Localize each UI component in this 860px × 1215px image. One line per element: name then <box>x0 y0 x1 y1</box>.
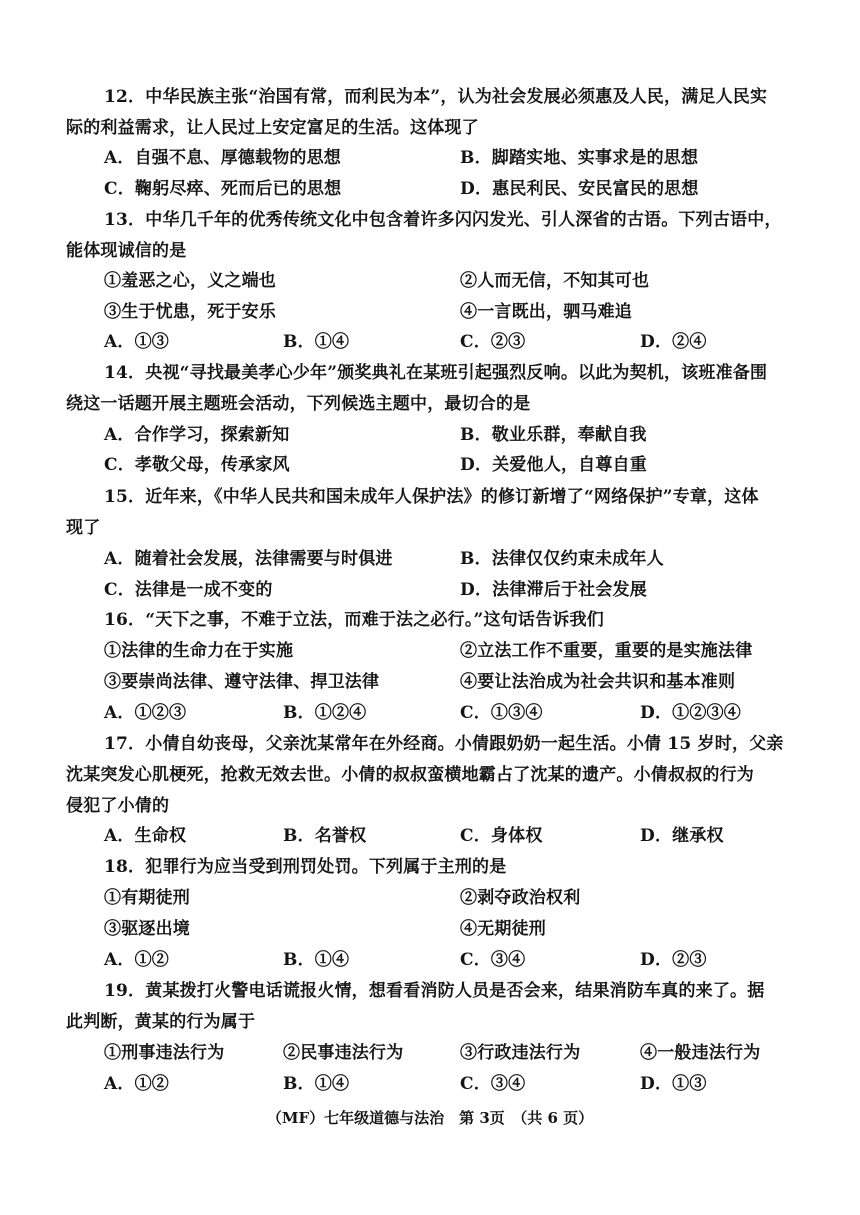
q12-option-b: B．脚踏实地、实事求是的思想 <box>460 148 699 168</box>
q12-stem-line-1: 12．中华民族主张“治国有常，而利民为本”，认为社会发展必须惠及人民，满足人民实 <box>104 87 768 107</box>
q17-stem-line-3: 侵犯了小倩的 <box>66 796 170 816</box>
q16-option-a: A．①②③ <box>104 703 187 723</box>
q14-option-c: C．孝敬父母，传承家风 <box>104 455 290 475</box>
q13-stem-line-1: 13．中华几千年的优秀传统文化中包含着许多闪闪发光、引人深省的古语。下列古语中， <box>104 210 782 230</box>
q16-option-b: B．①②④ <box>283 703 367 723</box>
q17-option-c: C．身体权 <box>460 826 543 846</box>
q19-option-b: B．①④ <box>283 1074 350 1094</box>
q12-option-c: C．鞠躬尽瘁、死而后已的思想 <box>104 179 342 199</box>
q19-statement-4: ④一般违法行为 <box>640 1043 761 1063</box>
q13-option-c: C．②③ <box>460 332 526 352</box>
q14-stem-line-1: 14．央视“寻找最美孝心少年”颁奖典礼在某班引起强烈反响。以此为契机，该班准备围 <box>104 363 768 383</box>
q19-option-a: A．①② <box>104 1074 169 1094</box>
q18-option-a: A．①② <box>104 950 169 970</box>
q16-stem-line-1: 16．“天下之事，不难于立法，而难于法之必行。”这句话告诉我们 <box>104 610 604 630</box>
q18-option-d: D．②③ <box>640 950 707 970</box>
q13-option-d: D．②④ <box>640 332 707 352</box>
q13-statement-4: ④一言既出，驷马难追 <box>460 302 632 322</box>
page-footer: （MF）七年级道德与法治 第 3页 （共 6 页） <box>266 1109 594 1127</box>
q19-statement-2: ②民事违法行为 <box>283 1043 404 1063</box>
q13-statement-3: ③生于忧患，死于安乐 <box>104 302 276 322</box>
q17-stem-line-2: 沈某突发心肌梗死，抢救无效去世。小倩的叔叔蛮横地霸占了沈某的遗产。小倩叔叔的行为 <box>66 765 754 785</box>
q13-option-b: B．①④ <box>283 332 350 352</box>
q16-statement-4: ④要让法治成为社会共识和基本准则 <box>460 672 736 692</box>
q18-statement-3: ③驱逐出境 <box>104 919 190 939</box>
q14-option-d: D．关爱他人，自尊自重 <box>460 455 647 475</box>
q13-stem-line-2: 能体现诚信的是 <box>66 241 187 261</box>
q12-stem-line-2: 际的利益需求，让人民过上安定富足的生活。这体现了 <box>66 118 479 138</box>
q18-stem-line-1: 18．犯罪行为应当受到刑罚处罚。下列属于主刑的是 <box>104 857 507 877</box>
q19-stem-line-2: 此判断，黄某的行为属于 <box>66 1012 256 1032</box>
q12-option-d: D．惠民利民、安民富民的思想 <box>460 179 699 199</box>
q17-option-a: A．生命权 <box>104 826 187 846</box>
q17-option-d: D．继承权 <box>640 826 724 846</box>
q14-option-b: B．敬业乐群，奉献自我 <box>460 425 647 445</box>
q17-stem-line-1: 17．小倩自幼丧母，父亲沈某常年在外经商。小倩跟奶奶一起生活。小倩 15 岁时，父亲 <box>104 734 784 754</box>
q17-option-b: B．名誉权 <box>283 826 367 846</box>
q15-option-b: B．法律仅仅约束未成年人 <box>460 549 664 569</box>
q13-statement-2: ②人而无信，不知其可也 <box>460 271 650 291</box>
q19-option-c: C．③④ <box>460 1074 526 1094</box>
q16-option-d: D．①②③④ <box>640 703 741 723</box>
q18-statement-4: ④无期徒刑 <box>460 919 546 939</box>
q19-option-d: D．①③ <box>640 1074 707 1094</box>
q13-option-a: A．①③ <box>104 332 169 352</box>
q12-option-a: A．自强不息、厚德载物的思想 <box>104 148 341 168</box>
q18-statement-2: ②剥夺政治权利 <box>460 888 581 908</box>
q16-statement-3: ③要崇尚法律、遵守法律、捍卫法律 <box>104 672 380 692</box>
q18-option-b: B．①④ <box>283 950 350 970</box>
q18-option-c: C．③④ <box>460 950 526 970</box>
q19-statement-3: ③行政违法行为 <box>460 1043 581 1063</box>
q15-stem-line-2: 现了 <box>66 518 101 538</box>
q15-option-c: C．法律是一成不变的 <box>104 580 273 600</box>
q16-statement-2: ②立法工作不重要，重要的是实施法律 <box>460 641 753 661</box>
q16-option-c: C．①③④ <box>460 703 543 723</box>
q15-stem-line-1: 15．近年来，《中华人民共和国未成年人保护法》的修订新增了“网络保护”专章，这体 <box>104 487 759 507</box>
q13-statement-1: ①羞恶之心，义之端也 <box>104 271 276 291</box>
q16-statement-1: ①法律的生命力在于实施 <box>104 641 294 661</box>
q19-statement-1: ①刑事违法行为 <box>104 1043 225 1063</box>
q18-statement-1: ①有期徒刑 <box>104 888 190 908</box>
q19-stem-line-1: 19．黄某拨打火警电话谎报火情，想看看消防人员是否会来，结果消防车真的来了。据 <box>104 981 765 1001</box>
q14-stem-line-2: 绕这一话题开展主题班会活动，下列候选主题中，最切合的是 <box>66 394 531 414</box>
q15-option-d: D．法律滞后于社会发展 <box>460 580 647 600</box>
q15-option-a: A．随着社会发展，法律需要与时俱进 <box>104 549 393 569</box>
q14-option-a: A．合作学习，探索新知 <box>104 425 290 445</box>
